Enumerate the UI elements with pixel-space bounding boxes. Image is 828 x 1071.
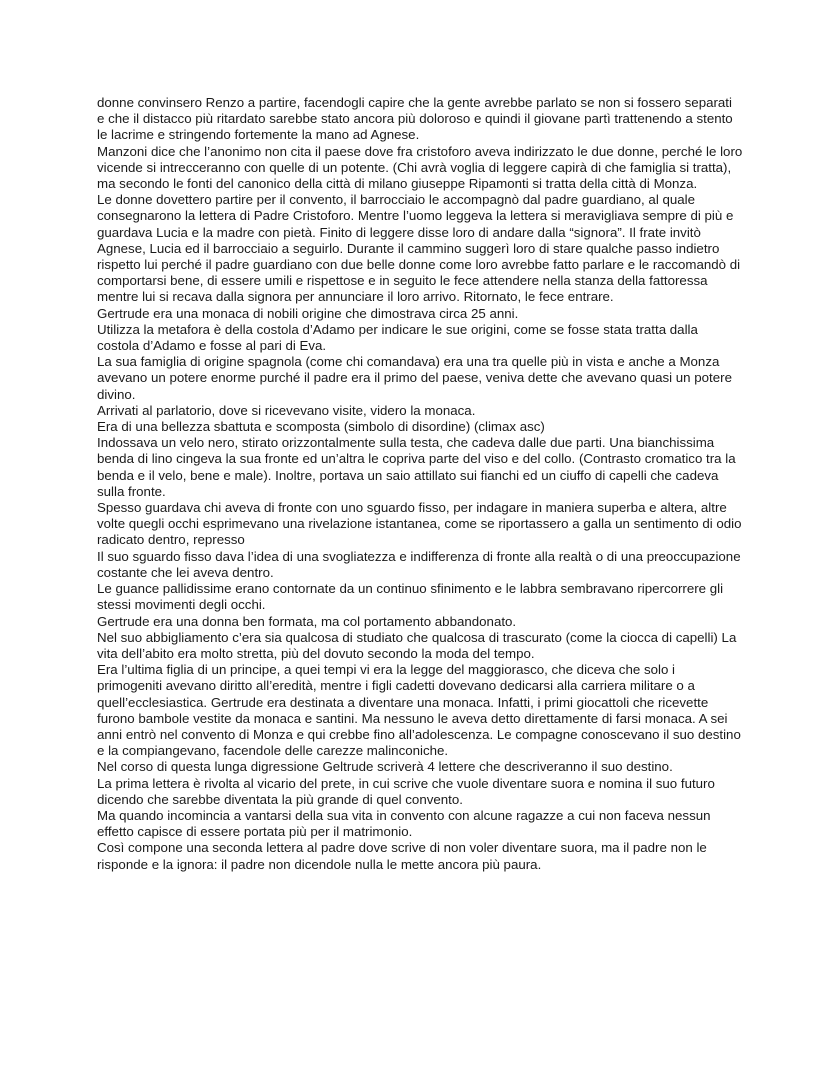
paragraph: La sua famiglia di origine spagnola (come chi comandava) era una tra quelle più in vista e anche a Monza avevano un potere enorme purché il padre era il primo del paese, veniva dette che avevano quasi un potere divino. [97, 354, 732, 402]
paragraph: Nel suo abbigliamento c’era sia qualcosa di studiato che qualcosa di trascurato (come la ciocca di capelli) La vita dell’abito era molto stretta, più del dovuto secondo la moda del tempo. [97, 629, 737, 661]
paragraph: Le guance pallidissime erano contornate da un continuo sfinimento e le labbra sembravano ripercorrere gli stessi movimenti degli occhi. [97, 581, 724, 613]
paragraph: Utilizza la metafora è della costola d’Adamo per indicare le sue origini, come se fosse stata tratta dalla costola d’Adamo e fosse al pari di Eva. [97, 321, 698, 354]
paragraph: Ma quando incomincia a vantarsi della sua vita in convento con alcune ragazze a cui non faceva nessun effetto capisce di essere portata più per il matrimonio. [97, 807, 711, 840]
paragraph: Spesso guardava chi aveva di fronte con uno sguardo fisso, per indagare in maniera superba e altera, altre volte quegli occhi esprimevano una rivelazione istantanea, come se riportassero a galla un sentimento di odio radicato dentro, represso [97, 500, 742, 548]
document-body [97, 95, 743, 873]
paragraph: Nel corso di questa lunga digressione Geltrude scriverà 4 lettere che descriveranno il suo destino. [97, 759, 673, 775]
paragraph: La prima lettera è rivolta al vicario del prete, in cui scrive che vuole diventare suora e nomina il suo futuro dicendo che sarebbe diventata la più grande di quel convento. [97, 775, 715, 807]
paragraph: Era di una bellezza sbattuta e scomposta (simbolo di disordine) (climax asc) [97, 419, 545, 435]
paragraph: Gertrude era una monaca di nobili origine che dimostrava circa 25 anni. [97, 305, 519, 321]
paragraph: Era l’ultima figlia di un principe, a quei tempi vi era la legge del maggiorasco, che diceva che solo i primogeniti avevano diritto all’eredità, mentre i figli cadetti dovevano dedicarsi alla carriera militare o a quell’ecclesiastica. Gertrude era destinata a diventare una monaca. Infatti, i primi giocattoli che ricevette furono bambole vestite da monaca e santini. Ma nessuno le aveva detto direttamente di farsi monaca. A sei anni entrò nel convento di Monza e qui crebbe fino all’adolescenza. Le compagne conoscevano il suo destino e la compiangevano, facendole delle carezze malinconiche. [97, 662, 741, 759]
paragraph: Così compone una seconda lettera al padre dove scrive di non voler diventare suora, ma il padre non le risponde e la ignora: il padre non dicendole nulla le mette ancora più paura. [97, 840, 707, 872]
paragraph: Le donne dovettero partire per il convento, il barrocciaio le accompagnò dal padre guardiano, al quale consegnarono la lettera di Padre Cristoforo. Mentre l’uomo leggeva la lettera si meravigliava sempre di più e guardava Lucia e la madre con pietà. Finito di leggere disse loro di andare dalla “signora”. Il frate invitò Agnese, Lucia ed il barrocciaio a seguirlo. Durante il cammino suggerì loro di stare qualche passo indietro rispetto lui perché il padre guardiano con due belle donne come loro avrebbe fatto parlare e le raccomandò di comportarsi bene, di essere umili e rispettose e in seguito le fece attendere nella stanza della fattoressa mentre lui si recava dalla signora per annunciare il loro arrivo. Ritornato, le fece entrare. [97, 192, 741, 305]
paragraph: Indossava un velo nero, stirato orizzontalmente sulla testa, che cadeva dalle due parti. Una bianchissima benda di lino cingeva la sua fronte ed un’altra le copriva parte del viso e del collo. (Contrasto cromatico tra la benda e il velo, bene e male). Inoltre, portava un saio attillato sui fianchi ed un ciuffo di capelli che cadeva sulla fronte. [97, 435, 736, 499]
paragraph: donne convinsero Renzo a partire, facendogli capire che la gente avrebbe parlato se non si fossero separati e che il distacco più ritardato sarebbe stato ancora più doloroso e quindi il giovane partì trattenendo a stento le lacrime e stringendo fortemente la mano ad Agnese. [97, 95, 733, 143]
paragraph: Il suo sguardo fisso dava l’idea di una svogliatezza e indifferenza di fronte alla realtà o di una preoccupazione costante che lei aveva dentro. [97, 548, 741, 580]
paragraph: Gertrude era una donna ben formata, ma col portamento abbandonato. [97, 613, 517, 629]
paragraph: Arrivati al parlatorio, dove si ricevevano visite, videro la monaca. [97, 402, 476, 418]
paragraph: Manzoni dice che l’anonimo non cita il paese dove fra cristoforo aveva indirizzato le due donne, perché le loro vicende si intrecceranno con quelle di un potente. (Chi avrà voglia di leggere capirà di che famiglia si tratta), ma secondo le fonti del canonico della città di milano giuseppe Ripamonti si tratta della città di Monza. [97, 143, 743, 192]
